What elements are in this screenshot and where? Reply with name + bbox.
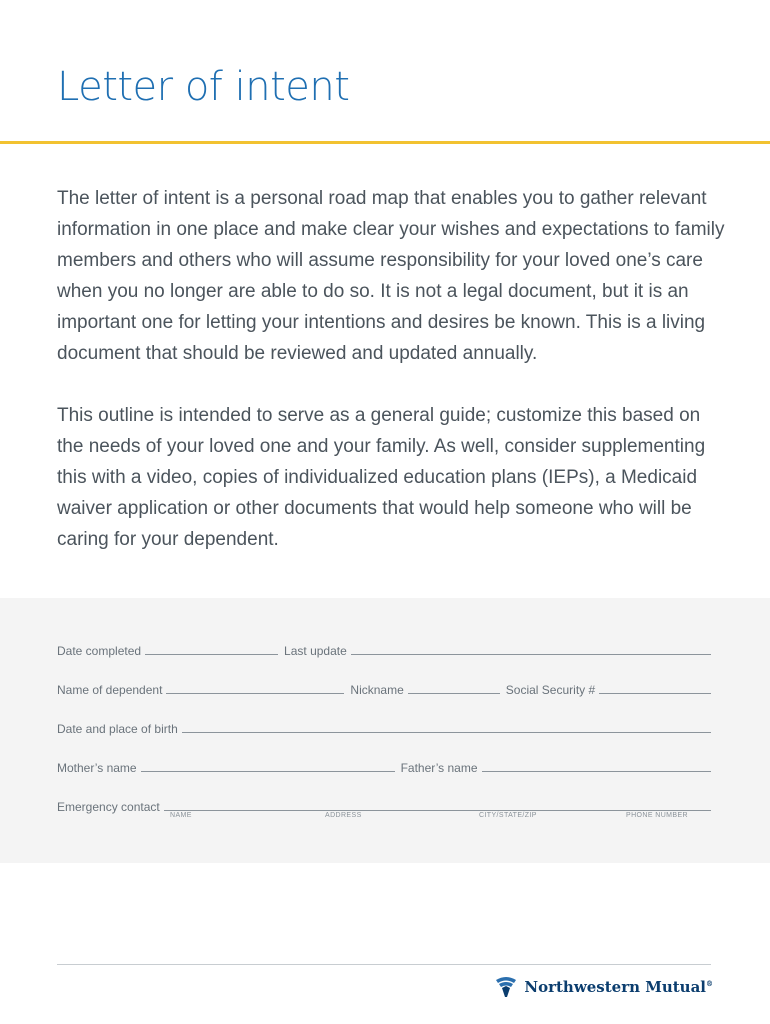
emergency-contact-label: Emergency contact	[57, 800, 160, 814]
form-row-parents	[57, 755, 711, 775]
form-row-birth	[57, 716, 711, 736]
form-row-dependent	[57, 677, 711, 697]
last-update-field[interactable]	[351, 654, 711, 655]
form-row-emergency	[57, 794, 711, 814]
birth-field[interactable]	[182, 732, 711, 733]
footer-divider	[57, 964, 711, 965]
social-security-label: Social Security #	[505, 683, 596, 697]
emergency-sublabel-city: CITY/STATE/ZIP	[479, 812, 537, 819]
accent-divider	[0, 141, 770, 144]
dependent-name-label: Name of dependent	[57, 683, 163, 697]
emergency-sublabel-name: NAME	[170, 812, 192, 819]
mothers-name-label: Mother’s name	[57, 761, 137, 775]
intro-paragraph-1: The letter of intent is a personal road map that enables you to gather relevant information in one place and make clear your wishes and expectations to family members and others who will assume responsibility for your loved one’s care when you no longer are able to do so. It is not a legal document, but it is an important one for letting your intentions and desires be known. This is a living document that should be reviewed and updated annually.	[57, 188, 725, 364]
nickname-label: Nickname	[350, 683, 404, 697]
brand-logo	[494, 975, 713, 999]
mothers-name-field[interactable]	[141, 771, 395, 772]
date-completed-label: Date completed	[57, 644, 142, 658]
brand-name: Northwestern Mutual®	[524, 978, 713, 996]
page-title: Letter of intent	[57, 64, 350, 110]
logo-mark-icon	[494, 975, 518, 999]
emergency-sublabel-phone: PHONE NUMBER	[626, 812, 688, 819]
nickname-field[interactable]	[408, 693, 500, 694]
registered-mark: ®	[706, 979, 713, 988]
fathers-name-field[interactable]	[482, 771, 711, 772]
dependent-name-field[interactable]	[166, 693, 344, 694]
date-completed-field[interactable]	[145, 654, 278, 655]
social-security-field[interactable]	[599, 693, 711, 694]
fathers-name-label: Father’s name	[400, 761, 478, 775]
form-row-dates	[57, 638, 711, 658]
birth-label: Date and place of birth	[57, 722, 178, 736]
emergency-contact-field[interactable]	[164, 810, 711, 811]
intro-paragraph-2: This outline is intended to serve as a general guide; customize this based on the needs of your loved one and your family. As well, consider supplementing this with a video, copies of individualized education plans (IEPs), a Medicaid waiver application or other documents that would help someone who will be caring for your dependent.	[57, 405, 706, 550]
last-update-label: Last update	[284, 644, 347, 658]
emergency-sublabel-address: ADDRESS	[325, 812, 362, 819]
